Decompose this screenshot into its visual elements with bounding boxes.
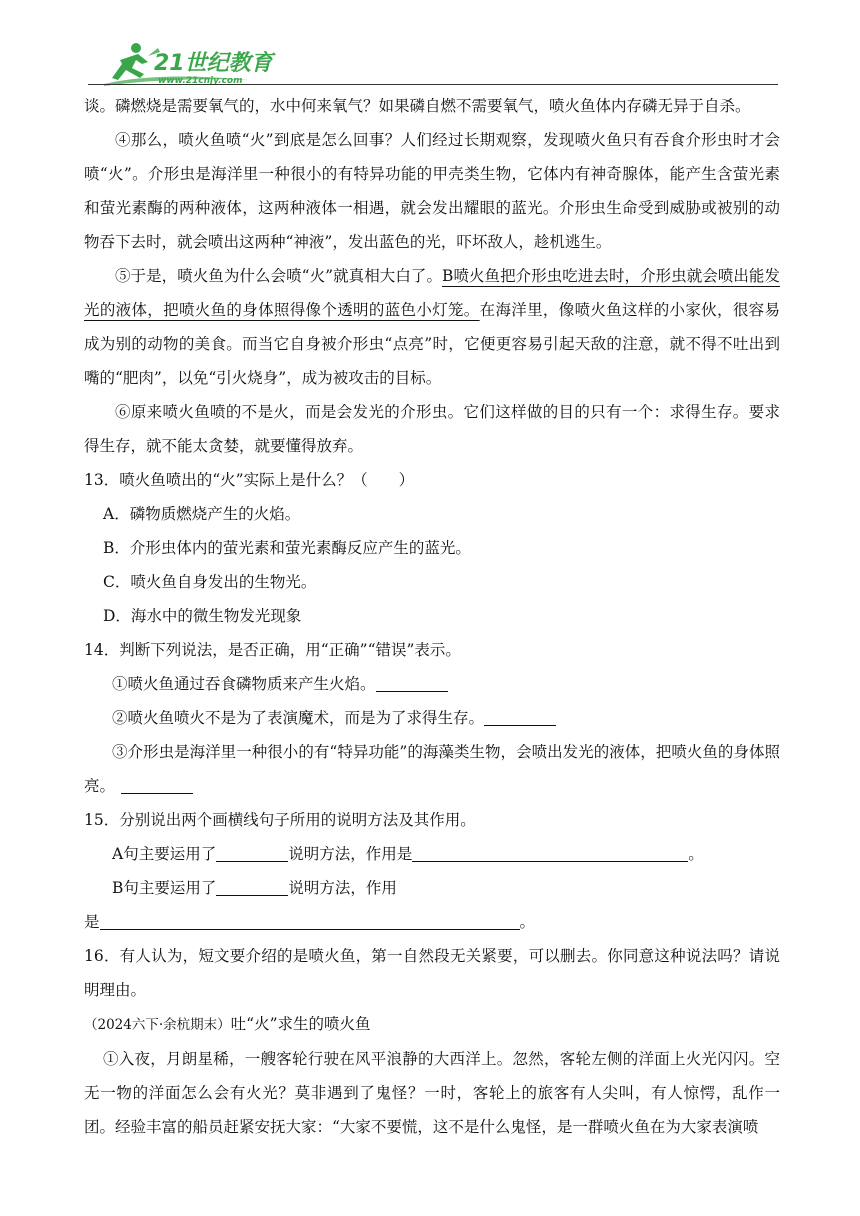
q15-a-prefix: A句主要运用了 — [112, 845, 217, 863]
q15-a-middle: 说明方法，作用是 — [288, 845, 413, 863]
logo-text: 21世纪教育 — [154, 51, 273, 76]
question-13-option-a[interactable]: A．磷物质燃烧产生的火焰。 — [103, 505, 301, 523]
item-2-text: ②喷火鱼喷火不是为了表演魔术，而是为了求得生存。 — [112, 709, 485, 727]
q15-b-line2-start: 是 — [84, 913, 100, 931]
item-1-text: ①喷火鱼通过吞食磷物质来产生火焰。 — [112, 675, 376, 693]
answer-blank-15-b-effect[interactable] — [100, 911, 520, 930]
answer-blank-14-2[interactable] — [484, 707, 556, 726]
answer-blank-15-b-method[interactable] — [216, 877, 288, 896]
header-divider — [88, 84, 778, 85]
passage-source: （2024六下·余杭期末） — [84, 1017, 231, 1033]
question-13-option-d[interactable]: D．海水中的微生物发光现象 — [103, 607, 302, 625]
site-logo — [98, 40, 358, 86]
answer-blank-15-a-effect[interactable] — [412, 843, 688, 862]
next-passage-heading — [84, 1007, 780, 1042]
question-14-stem: 14．判断下列说法，是否正确，用“正确”“错误”表示。 — [84, 641, 461, 659]
question-14-item-3 — [84, 735, 780, 803]
logo-url: www.21cnjy.com — [158, 76, 243, 86]
next-passage-paragraph-1: ①入夜，月朗星稀，一艘客轮行驶在风平浪静的大西洋上。忽然，客轮左侧的洋面上火光闪闪。空无一物的洋面怎么会有火光？莫非遇到了鬼怪？一时，客轮上的旅客有人尖叫，有人惊愕，乱作一团。经验丰富的船员赶紧安抚大家：“大家不要慌，这不是什么鬼怪，是一群喷火鱼在为大家表演喷 — [84, 1050, 780, 1136]
question-14-item-2 — [84, 701, 780, 735]
passage-paragraph-4: ④那么，喷火鱼喷“火”到底是怎么回事？人们经过长期观察，发现喷火鱼只有吞食介形虫时才会喷“火”。介形虫是海洋里一种很小的有特异功能的甲壳类生物，它体内有神奇腺体，能产生含萤光素和萤光素酶的两种液体，这两种液体一相遇，就会发出耀眼的蓝光。介形虫生命受到威胁或被别的动物吞下去时，就会喷出这两种“神液”，发出蓝色的光，吓坏敌人，趁机逃生。 — [84, 131, 780, 251]
answer-blank-14-1[interactable] — [376, 673, 448, 692]
question-15-stem: 15．分别说出两个画横线句子所用的说明方法及其作用。 — [84, 811, 476, 829]
question-15-a — [84, 837, 780, 871]
passage-paragraph-6: ⑥原来喷火鱼喷的不是火，而是会发光的介形虫。它们这样做的目的只有一个：求得生存。要求得生存，就不能太贪婪，就要懂得放弃。 — [84, 403, 780, 455]
question-16-stem: 16．有人认为，短文要介绍的是喷火鱼，第一自然段无关紧要，可以删去。你同意这种说法吗？请说明理由。 — [84, 947, 780, 999]
q15-a-end: 。 — [688, 845, 704, 863]
question-14-item-1 — [84, 667, 780, 701]
q15-b-middle: 说明方法，作用 — [288, 879, 397, 897]
underlined-sentence-b: B喷火鱼把介形虫吃进去时，介形虫就会喷出能发光的液体，把喷火鱼的身体照得像个透明的蓝色小灯笼。 — [84, 267, 780, 319]
question-15-b-line2 — [84, 905, 780, 939]
passage-paragraph-3-end: 谈。磷燃烧是需要氧气的，水中何来氧气？如果磷自燃不需要氧气，喷火鱼体内存磷无异于自杀。 — [84, 97, 751, 115]
question-15-b — [84, 871, 780, 905]
document-body — [84, 89, 780, 1144]
item-3-text: ③介形虫是海洋里一种很小的有“特异功能”的海藻类生物，会喷出发光的液体，把喷火鱼的身体照亮。 — [84, 743, 780, 795]
question-13-option-b[interactable]: B．介形虫体内的萤光素和萤光素酶反应产生的蓝光。 — [103, 539, 471, 557]
question-13-stem: 13．喷火鱼喷出的“火”实际上是什么？（ ） — [84, 471, 415, 489]
question-13-option-c[interactable]: C．喷火鱼自身发出的生物光。 — [103, 573, 317, 591]
q15-b-prefix: B句主要运用了 — [112, 879, 217, 897]
answer-blank-15-a-method[interactable] — [216, 843, 288, 862]
q15-b-end: 。 — [519, 913, 536, 931]
page-header — [98, 40, 778, 90]
passage-paragraph-5 — [84, 259, 780, 395]
paragraph-5-lead: ⑤于是，喷火鱼为什么会喷“火”就真相大白了。 — [115, 267, 442, 285]
passage-title: 吐“火”求生的喷火鱼 — [230, 1015, 371, 1033]
answer-blank-14-3[interactable] — [121, 775, 193, 794]
paragraph-5-rest: 在海洋里，像喷火鱼这样的小家伙，很容易成为别的动物的美食。而当它自身被介形虫“点亮”时，它便更容易引起天敌的注意，就不得不吐出到嘴的“肥肉”，以免“引火烧身”，成为被攻击的目标。 — [84, 301, 780, 387]
